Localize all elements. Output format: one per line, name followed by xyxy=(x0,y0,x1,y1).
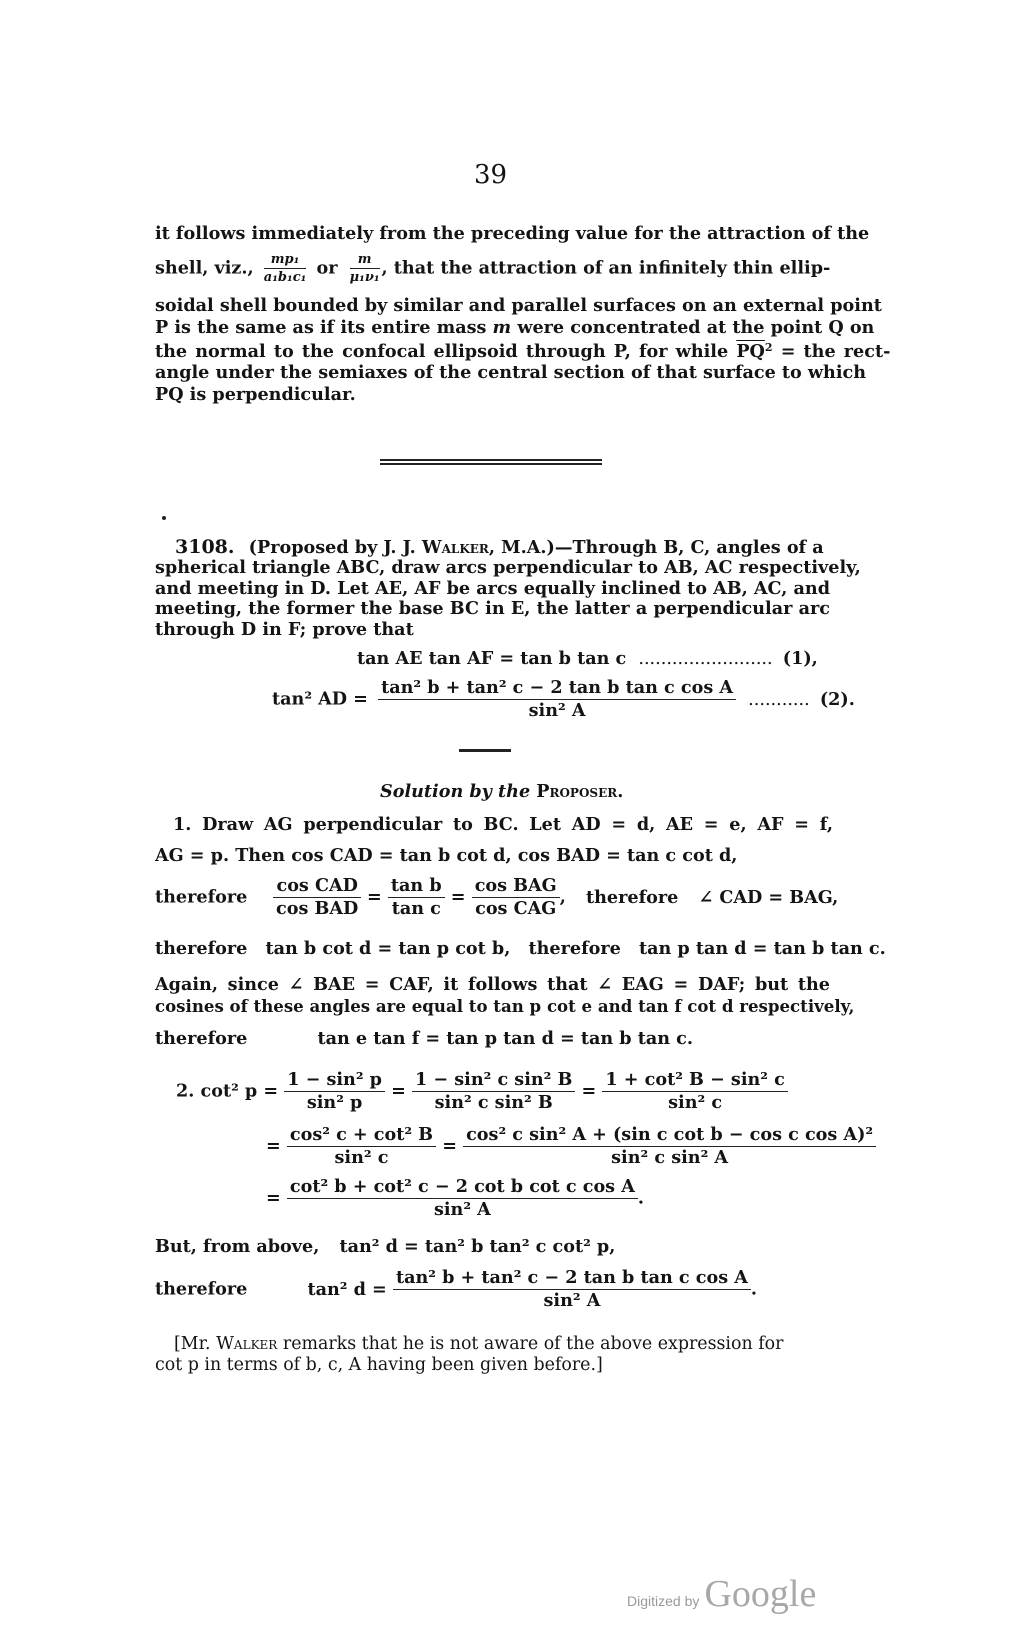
equation-1-label: (1), xyxy=(782,648,818,669)
fraction-numerator: tan² b + tan² c − 2 tan b tan c cos A xyxy=(378,678,736,700)
stray-mark xyxy=(162,516,166,520)
fraction-numerator: cos² c sin² A + (sin c cot b − cos c cos A)² xyxy=(463,1125,876,1147)
remark-name: Walker xyxy=(216,1334,278,1354)
solution-again-line-1: Again, since ∠ BAE = CAF, it follows that ∠ EAG = DAF; but the xyxy=(155,974,830,995)
fraction-numerator: cos² c + cot² B xyxy=(287,1125,436,1147)
equation-1 xyxy=(357,648,818,669)
fraction-3 xyxy=(602,1070,787,1113)
section-separator-top xyxy=(380,459,602,461)
solution-heading-italic: Solution by the xyxy=(380,781,531,802)
equals-sign: = xyxy=(367,886,382,908)
continuation-line-7: PQ is perpendicular. xyxy=(155,384,356,405)
proposer-name: Walker xyxy=(421,537,489,558)
fraction-5 xyxy=(463,1125,876,1168)
fraction-4 xyxy=(287,1125,436,1168)
fraction-denominator: sin² c xyxy=(668,1092,723,1113)
remark-open: [Mr. xyxy=(174,1334,211,1354)
section-separator-bottom xyxy=(380,463,602,465)
but-from-above: But, from above, xyxy=(155,1236,320,1257)
fraction-denominator: sin² A xyxy=(528,700,586,721)
fraction-2 xyxy=(412,1070,575,1113)
pq-overline: $\overline{PQ}$ xyxy=(736,341,765,362)
continuation-line-6: angle under the semiaxes of the central section of that surface to which xyxy=(155,362,867,383)
but-equation: tan² d = tan² b tan² c cot² p, xyxy=(339,1236,616,1257)
question-line-2: spherical triangle ABC, draw arcs perpendicular to AB, AC respectively, xyxy=(155,557,861,578)
final-fraction xyxy=(393,1268,751,1311)
fraction-denominator: a₁b₁c₁ xyxy=(263,270,307,285)
fraction-numerator: mp₁ xyxy=(264,252,307,269)
continuation-line-3: soidal shell bounded by similar and parallel surfaces on an external point xyxy=(155,295,882,316)
continuation-line-5-pre: the normal to the confocal ellipsoid through P, for while xyxy=(155,341,729,362)
fraction-1 xyxy=(284,1070,385,1113)
comma: , xyxy=(559,886,566,908)
equals-sign: = xyxy=(442,1135,457,1157)
equals-sign: = xyxy=(450,886,466,908)
question-line-5: through D in F; prove that xyxy=(155,619,414,640)
google-logo: Google xyxy=(704,1573,817,1615)
angle-equation: ∠ CAD = BAG, xyxy=(698,886,839,908)
question-number: 3108. xyxy=(175,536,235,558)
fraction-numerator: tan b xyxy=(388,876,445,898)
solution-again-line-2: cosines of these angles are equal to tan p cot e and tan f cot d respectively, xyxy=(155,996,855,1016)
solution-p1-line-2: AG = p. Then cos CAD = tan b cot d, cos BAD = tan c cot d, xyxy=(155,845,738,866)
page-number: 39 xyxy=(474,160,508,190)
fraction-numerator: 1 + cot² B − sin² c xyxy=(602,1070,787,1092)
therefore-label: therefore xyxy=(155,1278,248,1300)
solution-heading-proposer: Proposer. xyxy=(536,781,624,802)
fraction-numerator: cos CAD xyxy=(273,876,360,898)
question-line-1 xyxy=(155,537,830,558)
continuation-line-2-post: , that the attraction of an infinitely thin ellip- xyxy=(381,257,831,279)
equation-2-leader-dots: ........... xyxy=(748,689,810,710)
continuation-line-2 xyxy=(155,252,830,285)
fraction-numerator: 1 − sin² p xyxy=(284,1070,385,1092)
fraction-denominator: sin² A xyxy=(543,1290,601,1311)
fraction-denominator: sin² c sin² A xyxy=(611,1147,729,1168)
equals-sign: = xyxy=(266,1135,281,1157)
fraction-numerator: cos BAG xyxy=(472,876,560,898)
tan-relation-2: tan p tan d = tan b tan c. xyxy=(638,938,886,959)
continuation-line-4 xyxy=(155,317,875,338)
solution-heading xyxy=(380,781,623,802)
equation-2-fraction xyxy=(378,678,736,721)
tan-relation-1: tan b cot d = tan p cot b, xyxy=(265,938,511,959)
digitized-by-watermark xyxy=(627,1572,816,1616)
continuation-line-4-post: were concentrated at the point Q on xyxy=(517,317,875,338)
solution-p2-row-3 xyxy=(266,1177,644,1220)
fraction-denominator: sin² p xyxy=(306,1092,363,1113)
fraction-cos-cad-over-cos-bad xyxy=(273,876,360,919)
solution-therefore-eq-line xyxy=(155,1029,830,1049)
pq-exponent: 2 xyxy=(764,341,773,354)
period: . xyxy=(637,1187,644,1209)
tan-product-equation: tan e tan f = tan p tan d = tan b tan c. xyxy=(317,1028,694,1049)
question-line-4: meeting, the former the base BC in E, the latter a perpendicular arc xyxy=(155,598,830,619)
fraction-denominator: cos BAD xyxy=(276,898,359,919)
equation-2-label: (2). xyxy=(819,688,855,710)
continuation-line-5 xyxy=(155,341,891,362)
remark-line-1 xyxy=(174,1334,830,1354)
continuation-line-1: it follows immediately from the preceding value for the attraction of the xyxy=(155,223,870,244)
short-separator xyxy=(459,749,511,752)
therefore-label: therefore xyxy=(155,1028,248,1049)
therefore-label: therefore xyxy=(155,886,248,908)
fraction-mp-over-abc xyxy=(264,252,307,285)
question-proposed-pre: (Proposed by J. J. xyxy=(248,537,416,558)
therefore-label: therefore xyxy=(528,938,621,959)
or-word: or xyxy=(316,257,338,279)
equation-2 xyxy=(272,678,855,721)
fraction-tan-b-over-tan-c xyxy=(388,876,445,919)
remark-line-2: cot p in terms of b, c, A having been given before.] xyxy=(155,1355,603,1375)
therefore-label: therefore xyxy=(586,886,679,908)
therefore-label: therefore xyxy=(155,938,248,959)
fraction-numerator: m xyxy=(350,252,380,269)
fraction-numerator: cot² b + cot² c − 2 cot b cot c cos A xyxy=(287,1177,638,1199)
continuation-line-4-pre: P is the same as if its entire mass xyxy=(155,317,487,338)
equals-sign: = xyxy=(266,1187,281,1209)
fraction-cos-bag-over-cos-cag xyxy=(472,876,560,919)
equation-1-leader-dots: ........................ xyxy=(638,649,773,669)
question-line-3: and meeting in D. Let AE, AF be arcs equally inclined to AB, AC, and xyxy=(155,578,830,599)
solution-final-line xyxy=(155,1268,830,1311)
solution-p2-row-2 xyxy=(266,1125,876,1168)
fraction-denominator: sin² c xyxy=(334,1147,389,1168)
period: . xyxy=(750,1278,758,1300)
p2-lhs: 2. cot² p = xyxy=(176,1080,279,1102)
fraction-denominator: sin² A xyxy=(433,1199,491,1220)
fraction-m-over-mu-nu xyxy=(350,252,380,285)
fraction-6 xyxy=(287,1177,638,1220)
fraction-denominator: cos CAG xyxy=(475,898,557,919)
mass-symbol: m xyxy=(492,317,512,338)
digitized-by-text: Digitized by xyxy=(627,1593,700,1609)
equation-1-body: tan AE tan AF = tan b tan c xyxy=(357,648,627,669)
equals-sign: = xyxy=(391,1080,406,1102)
solution-p2-row-1 xyxy=(176,1070,788,1113)
solution-but-line xyxy=(155,1237,830,1257)
equation-2-lhs: tan² AD = xyxy=(272,688,368,710)
fraction-numerator: 1 − sin² c sin² B xyxy=(412,1070,575,1092)
continuation-line-5-post: = the rect- xyxy=(780,341,891,362)
equals-sign: = xyxy=(581,1080,597,1102)
remark-text: remarks that he is not aware of the above expression for xyxy=(282,1334,784,1354)
fraction-denominator: sin² c sin² B xyxy=(434,1092,553,1113)
final-lhs: tan² d = xyxy=(307,1278,387,1300)
solution-p1-line-1: 1. Draw AG perpendicular to BC. Let AD = d, AE = e, AF = f, xyxy=(173,814,833,835)
fraction-denominator: tan c xyxy=(391,898,441,919)
solution-tan-line xyxy=(155,938,886,959)
solution-fractions-line xyxy=(155,875,839,919)
fraction-denominator: μ₁ν₁ xyxy=(349,270,380,285)
fraction-numerator: tan² b + tan² c − 2 tan b tan c cos A xyxy=(393,1268,751,1290)
question-proposed-post: , M.A.)—Through B, C, angles of a xyxy=(488,537,824,558)
continuation-line-2-pre: shell, viz., xyxy=(155,257,254,279)
